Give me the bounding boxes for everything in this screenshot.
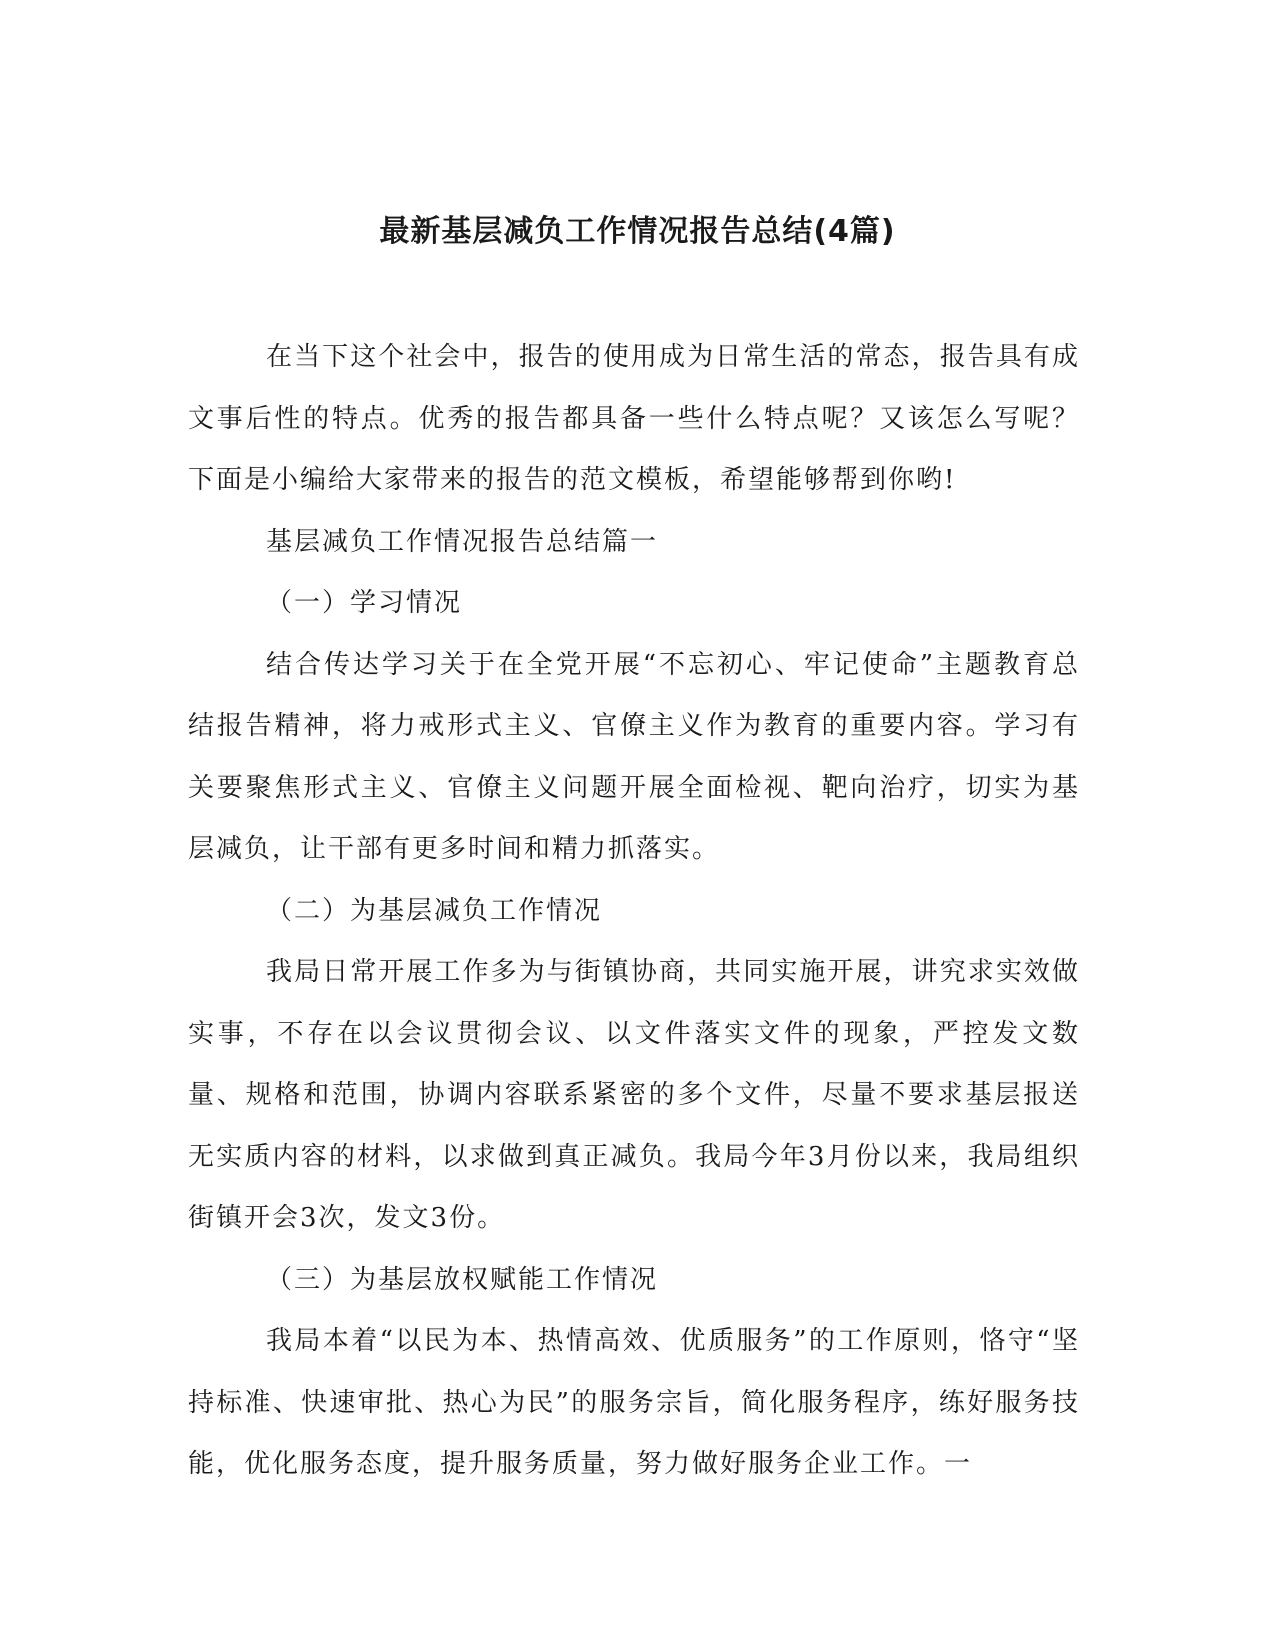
subheading-study: （一）学习情况 bbox=[266, 588, 463, 618]
document-title: 最新基层减负工作情况报告总结(4篇) bbox=[379, 214, 896, 249]
empowerment-paragraph: 我局本着“以民为本、热情高效、优质服务”的工作原则，恪守“坚持标准、快速审批、热心为民”的服务宗旨，简化服务程序，练好服务技能，优化服务态度，提升服务质量，努力做好服务企业工作。一 bbox=[188, 1326, 1080, 1479]
subheading-empowerment: （三）为基层放权赋能工作情况 bbox=[266, 1264, 659, 1295]
subheading-burden-reduction: （二）为基层减负工作情况 bbox=[266, 895, 603, 926]
study-paragraph: 结合传达学习关于在全党开展“不忘初心、牢记使命”主题教育总结报告精神，将力戒形式主义、官僚主义作为教育的重要内容。学习有关要聚焦形式主义、官僚主义问题开展全面检视、靶向治疗，切实为基层减负，让干部有更多时间和精力抓落实。 bbox=[188, 649, 1080, 864]
burden-reduction-paragraph: 我局日常开展工作多为与街镇协商，共同实施开展，讲究求实效做实事，不存在以会议贯彻会议、以文件落实文件的现象，严控发文数量、规格和范围，协调内容联系紧密的多个文件，尽量不要求基层报送无实质内容的材料，以求做到真正减负。我局今年3月份以来，我局组织街镇开会3次，发文3份。 bbox=[188, 957, 1080, 1233]
section-heading-part-one: 基层减负工作情况报告总结篇一 bbox=[266, 526, 659, 557]
document-body bbox=[188, 327, 1080, 1496]
intro-paragraph: 在当下这个社会中，报告的使用成为日常生活的常态，报告具有成文事后性的特点。优秀的报告都具备一些什么特点呢？又该怎么写呢？下面是小编给大家带来的报告的范文模板，希望能够帮到你哟! bbox=[188, 342, 1080, 495]
